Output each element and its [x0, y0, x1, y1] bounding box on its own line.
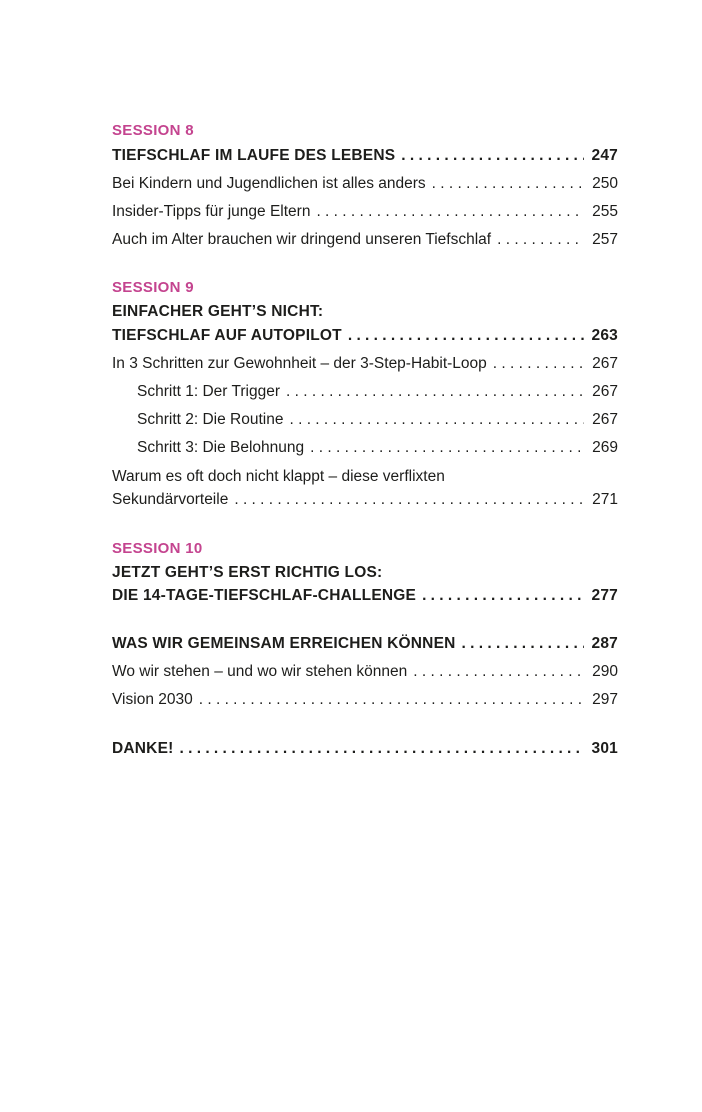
- page-number: 267: [592, 383, 618, 400]
- session-10-label: SESSION 10: [112, 540, 203, 557]
- chapter-title-line: EINFACHER GEHT’S NICHT:: [112, 303, 324, 320]
- dot-leader: [316, 202, 584, 222]
- page-number: 290: [592, 663, 618, 680]
- page-number: 255: [592, 203, 618, 220]
- toc-chapter-row[interactable]: [112, 586, 618, 606]
- toc-chapter-row[interactable]: [112, 146, 618, 166]
- entry-title: Wo wir stehen – und wo wir stehen können: [112, 663, 408, 680]
- entry-title: Bei Kindern und Jugendlichen ist alles anders: [112, 175, 426, 192]
- dot-leader: [179, 739, 584, 759]
- toc-entry-row[interactable]: [112, 174, 618, 194]
- toc-chapter-row[interactable]: [112, 326, 618, 346]
- page-number: 277: [591, 587, 618, 604]
- page-number: 267: [592, 355, 618, 372]
- dot-leader: [199, 690, 584, 710]
- session-8-label: SESSION 8: [112, 122, 194, 139]
- chapter-title: WAS WIR GEMEINSAM ERREICHEN KÖNNEN: [112, 635, 456, 652]
- toc-subentry-row[interactable]: [112, 382, 618, 402]
- entry-title: Auch im Alter brauchen wir dringend unseren Tiefschlaf: [112, 231, 492, 248]
- dot-leader: [234, 490, 584, 510]
- entry-title: Schritt 2: Die Routine: [137, 411, 284, 428]
- dot-leader: [462, 634, 584, 654]
- chapter-title: DANKE!: [112, 740, 174, 757]
- chapter-title: DIE 14-TAGE-TIEFSCHLAF-CHALLENGE: [112, 587, 417, 604]
- dot-leader: [289, 410, 584, 430]
- dot-leader: [310, 438, 584, 458]
- toc-entry-row[interactable]: [112, 490, 618, 510]
- page-number: 257: [592, 231, 618, 248]
- page-number: 250: [592, 175, 618, 192]
- toc-chapter-row[interactable]: [112, 739, 618, 759]
- entry-title: Schritt 1: Der Trigger: [137, 383, 280, 400]
- chapter-title-line: JETZT GEHT’S ERST RICHTIG LOS:: [112, 564, 383, 581]
- toc-subentry-row[interactable]: [112, 438, 618, 458]
- toc-entry-row[interactable]: [112, 230, 618, 250]
- toc-entry-row[interactable]: [112, 690, 618, 710]
- dot-leader: [432, 174, 584, 194]
- page-number: 247: [591, 147, 618, 164]
- dot-leader: [422, 586, 584, 606]
- page-number: 269: [592, 439, 618, 456]
- entry-title-line: Warum es oft doch nicht klappt – diese verflixten: [112, 468, 445, 485]
- dot-leader: [401, 146, 584, 166]
- dot-leader: [493, 354, 584, 374]
- entry-title: In 3 Schritten zur Gewohnheit – der 3-Step-Habit-Loop: [112, 355, 487, 372]
- page-number: 267: [592, 411, 618, 428]
- entry-title: Schritt 3: Die Belohnung: [137, 439, 305, 456]
- toc-entry-row[interactable]: [112, 354, 618, 374]
- chapter-title: TIEFSCHLAF IM LAUFE DES LEBENS: [112, 147, 396, 164]
- page-number: 287: [591, 635, 618, 652]
- toc-subentry-row[interactable]: [112, 410, 618, 430]
- dot-leader: [348, 326, 584, 346]
- entry-title: Sekundärvorteile: [112, 491, 229, 508]
- page-number: 263: [591, 327, 618, 344]
- toc-entry-row[interactable]: [112, 662, 618, 682]
- session-9-label: SESSION 9: [112, 279, 194, 296]
- page-number: 301: [591, 740, 618, 757]
- entry-title: Insider-Tipps für junge Eltern: [112, 203, 311, 220]
- toc-entry-row[interactable]: [112, 202, 618, 222]
- dot-leader: [286, 382, 584, 402]
- dot-leader: [413, 662, 584, 682]
- dot-leader: [497, 230, 584, 250]
- toc-chapter-row[interactable]: [112, 634, 618, 654]
- page-number: 271: [592, 491, 618, 508]
- page-number: 297: [592, 691, 618, 708]
- chapter-title: TIEFSCHLAF AUF AUTOPILOT: [112, 327, 342, 344]
- entry-title: Vision 2030: [112, 691, 193, 708]
